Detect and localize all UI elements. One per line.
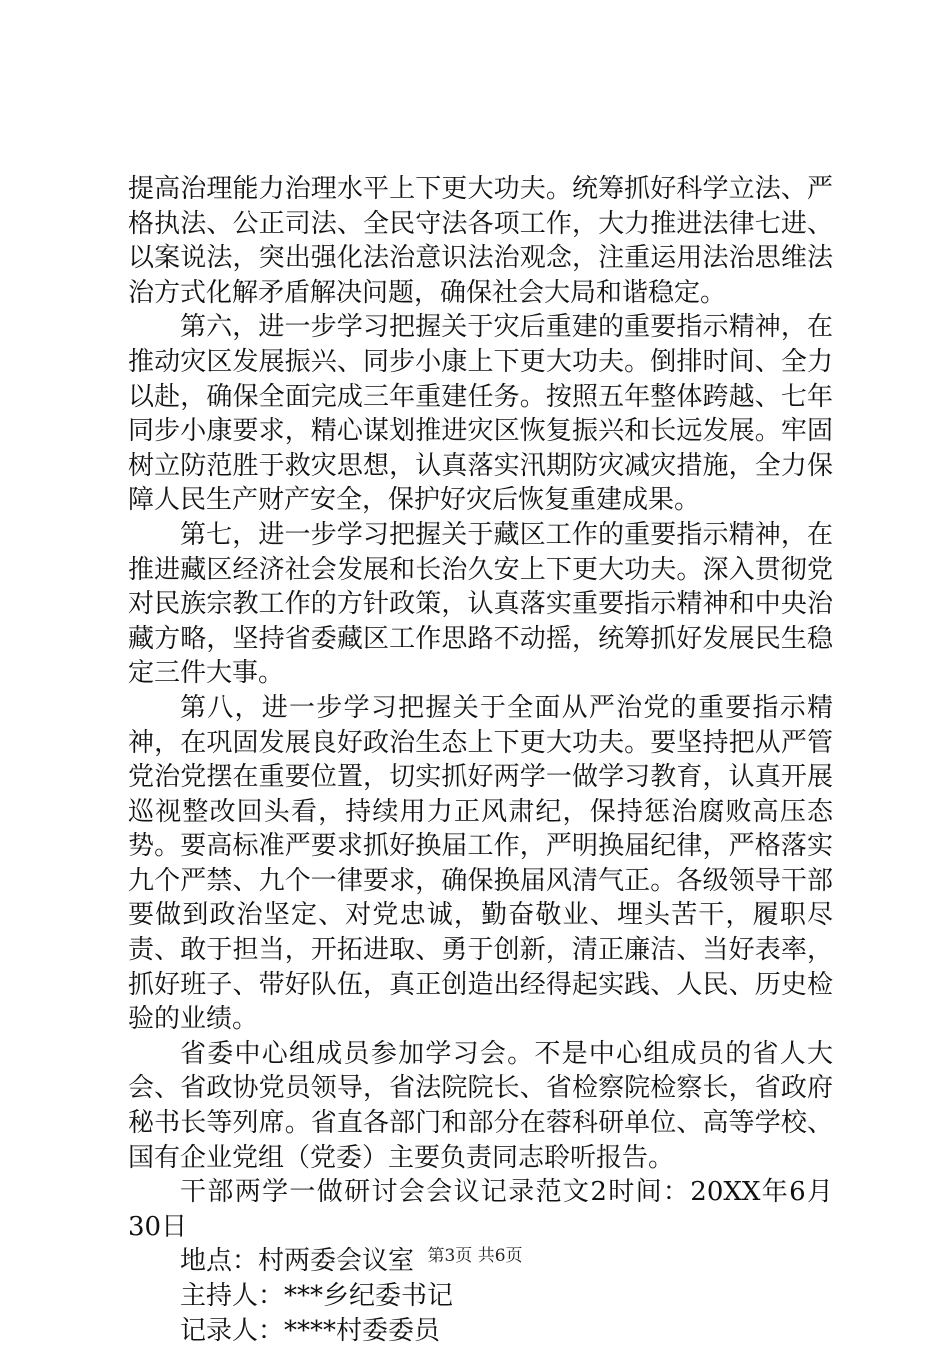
paragraph-item-seven: 第七，进一步学习把握关于藏区工作的重要指示精神，在推进藏区经济社会发展和长治久安上下更大功夫。深入贯彻党对民族宗教工作的方针政策，认真落实重要指示精神和中央治藏方略，坚持省委藏区工作思路不动摇，统筹抓好发展民生稳定三件大事。	[128, 519, 833, 689]
meeting-host: 主持人：***乡纪委书记	[180, 1281, 454, 1311]
document-body	[128, 172, 833, 1348]
paragraph-meeting-heading: 干部两学一做研讨会会议记录范文2时间：20XX年6月30日	[128, 1177, 833, 1242]
paragraph-attendance: 省委中心组成员参加学习会。不是中心组成员的省人大会、省政协党员领导，省法院院长、省检察院检察长，省政府秘书长等列席。省直各部门和部分在蓉科研单位、高等学校、国有企业党组（党委）主要负责同志聆听报告。	[128, 1038, 833, 1173]
paragraph-item-eight: 第八，进一步学习把握关于全面从严治党的重要指示精神，在巩固发展良好政治生态上下更大功夫。要坚持把从严管党治党摆在重要位置，切实抓好两学一做学习教育，认真开展巡视整改回头看，持续用力正风肃纪，保持惩治腐败高压态势。要高标准严要求抓好换届工作，严明换届纪律，严格落实九个严禁、九个一律要求，确保换届风清气正。各级领导干部要做到政治坚定、对党忠诚，勤奋敬业、埋头苦干，履职尽责、敢于担当，开拓进取、勇于创新，清正廉洁、当好表率，抓好班子、带好队伍，真正创造出经得起实践、人民、历史检验的业绩。	[128, 692, 833, 1035]
paragraph-continued: 提高治理能力治理水平上下更大功夫。统筹抓好科学立法、严格执法、公正司法、全民守法各项工作，大力推进法律七进、以案说法，突出强化法治意识法治观念，注重运用法治思维法治方式化解矛盾解决问题，确保社会大局和谐稳定。	[128, 174, 833, 308]
paragraph-item-six: 第六，进一步学习把握关于灾后重建的重要指示精神，在推动灾区发展振兴、同步小康上下更大功夫。倒排时间、全力以赴，确保全面完成三年重建任务。按照五年整体跨越、七年同步小康要求，精心谋划推进灾区恢复振兴和长远发展。牢固树立防范胜于救灾思想，认真落实汛期防灾减灾措施，全力保障人民生产财产安全，保护好灾后恢复重建成果。	[128, 312, 833, 516]
meeting-location: 地点：村两委会议室	[180, 1246, 415, 1277]
page-footer: 第3页 共6页	[427, 1246, 523, 1266]
meeting-recorder: 记录人：****村委委员	[180, 1315, 441, 1346]
